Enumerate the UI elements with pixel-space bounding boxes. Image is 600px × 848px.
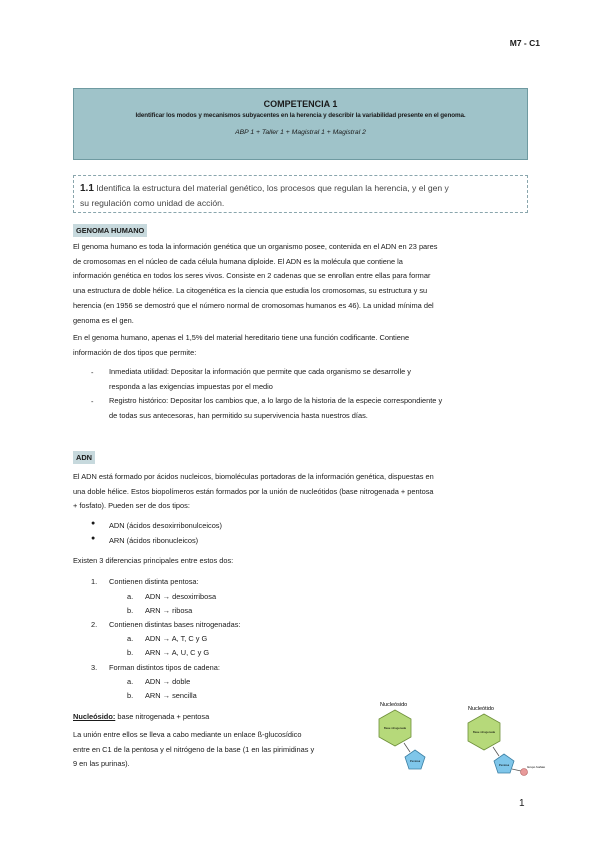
pentose-label-right: Pentosa: [498, 763, 510, 767]
bullet-dot-icon: ●: [91, 535, 96, 542]
base-label-right: Base nitrogenada: [473, 730, 495, 734]
phosphate-label: Grupo fosfato: [527, 765, 546, 769]
text-line: El genoma humano es toda la información genética que un organismo posee, contenida en el ADN en 23 pares: [73, 242, 438, 251]
text-line: Inmediata utilidad: Depositar la información que permite que cada organismo se desarrolle y: [109, 367, 411, 376]
competencia-box: [73, 88, 528, 160]
text-line: herencia (en 1956 se demostró que el número normal de cromosomas humanos es 46). La unidad mínima del: [73, 300, 434, 310]
text-line: Registro histórico: Depositar los cambios que, a lo largo de la historia de la especie correspondiente y: [109, 396, 443, 405]
nucleosido-text: base nitrogenada + pentosa: [115, 712, 210, 721]
base-label-left: Base nitrogenada: [384, 726, 406, 730]
text-line: La unión entre ellos se lleva a cabo mediante un enlace ß-glucosídico: [73, 730, 302, 739]
diff-number: 1.: [91, 577, 98, 586]
sub-item: ARN → sencilla: [145, 691, 197, 700]
genoma-paragraph-2: [73, 331, 528, 360]
text-line: 9 en las purinas).: [73, 759, 130, 769]
nucleosido-label: Nucleósido: [380, 702, 408, 708]
sub-item: ADN → doble: [145, 677, 191, 686]
text-line: de cromosomas en el núcleo de cada célula humana diploide. El ADN es la molécula que contiene la: [73, 256, 403, 266]
phosphodiester-bond-line: [512, 769, 521, 771]
competencia-description: Identificar los modos y mecanismos subyacentes en la herencia y describir la variabilidad presente en el genoma.: [135, 112, 466, 119]
glycosidic-bond-line: [493, 747, 499, 756]
bullet-dot-icon: ●: [91, 520, 96, 527]
bullet-marker: -: [91, 397, 94, 406]
type-item: ADN (ácidos desoxirribonulceicos): [109, 521, 222, 530]
text-line: En el genoma humano, apenas el 1,5% del material hereditario tiene una función codificante. Contiene: [73, 333, 410, 342]
text-line: una estructura de doble hélice. La citogenética es la ciencia que estudia los cromosomas, su estructura y su: [73, 286, 428, 296]
type-item: ARN (ácidos ribonucleicos): [109, 536, 199, 545]
diff-title: Contienen distintas bases nitrogenadas:: [109, 620, 241, 629]
text-line: una doble hélice. Estos biopolímeros están formados por la unión de nucleótidos (base nitrogenada + pentosa: [73, 486, 434, 496]
nucleosido-term: Nucleósido:: [73, 712, 116, 721]
objetivo-box: [73, 175, 528, 213]
text-line: responda a las exigencias impuestas por el medio: [109, 381, 273, 391]
phosphate-circle: [521, 769, 528, 776]
bullet-marker: -: [91, 368, 94, 377]
nucleotide-diagram: [368, 696, 568, 796]
bullet-item: [109, 365, 529, 394]
competencia-title: COMPETENCIA 1: [263, 99, 338, 109]
genoma-paragraph-1: [73, 240, 528, 328]
text-line: + fosfato). Pueden ser de dos tipos:: [73, 501, 190, 511]
sub-letter: b.: [127, 691, 134, 700]
competencia-sources: ABP 1 + Taller 1 + Magistral 1 + Magistral 2: [235, 129, 366, 136]
diff-number: 2.: [91, 620, 98, 629]
sub-item: ADN → A, T, C y G: [145, 634, 208, 643]
diff-title: Forman distintos tipos de cadena:: [109, 663, 220, 672]
glycosidic-bond-line: [404, 743, 410, 752]
diff-number: 3.: [91, 663, 98, 672]
text-line: información genética en todos los seres vivos. Consiste en 2 cadenas que se enrollan entre ellas para formar: [73, 271, 431, 281]
sub-letter: a.: [127, 592, 134, 601]
adn-heading: ADN: [73, 451, 95, 464]
diff-intro: Existen 3 diferencias principales entre estos dos:: [73, 556, 234, 565]
sub-letter: b.: [127, 606, 134, 615]
header-code: M7 - C1: [509, 38, 540, 48]
text-line: El ADN está formado por ácidos nucleicos, biomoléculas portadoras de la información genética, dispuestas en: [73, 472, 434, 481]
genoma-heading: GENOMA HUMANO: [73, 224, 147, 237]
pentose-label-left: Pentosa: [409, 759, 421, 763]
text-line: genoma es el gen.: [73, 315, 134, 325]
sub-item: ARN → A, U, C y G: [145, 648, 210, 657]
text-line: información de dos tipos que permite:: [73, 347, 197, 357]
adn-paragraph-1: [73, 470, 528, 514]
union-paragraph: [73, 728, 360, 772]
bullet-item: [109, 394, 529, 423]
objetivo-line1: Identifica la estructura del material genético, los procesos que regulan la herencia, y el gen y: [96, 183, 449, 193]
sub-letter: a.: [127, 677, 134, 686]
nucleotido-label: Nucleótido: [468, 706, 494, 712]
sub-item: ARN → ribosa: [145, 606, 193, 615]
sub-letter: b.: [127, 648, 134, 657]
text-line: de todas sus antecesoras, han permitido su supervivencia hasta nuestros días.: [109, 410, 368, 420]
objetivo-number: 1.1: [80, 183, 94, 194]
page-number: 1: [519, 798, 525, 809]
diff-title: Contienen distinta pentosa:: [109, 577, 199, 586]
text-line: entre en C1 de la pentosa y el nitrógeno de la base (1 en las pirimidinas y: [73, 744, 315, 754]
objetivo-line2: su regulación como unidad de acción.: [80, 198, 225, 208]
sub-item: ADN → desoxirribosa: [145, 592, 217, 601]
nucleosido-definition: [73, 710, 209, 724]
sub-letter: a.: [127, 634, 134, 643]
